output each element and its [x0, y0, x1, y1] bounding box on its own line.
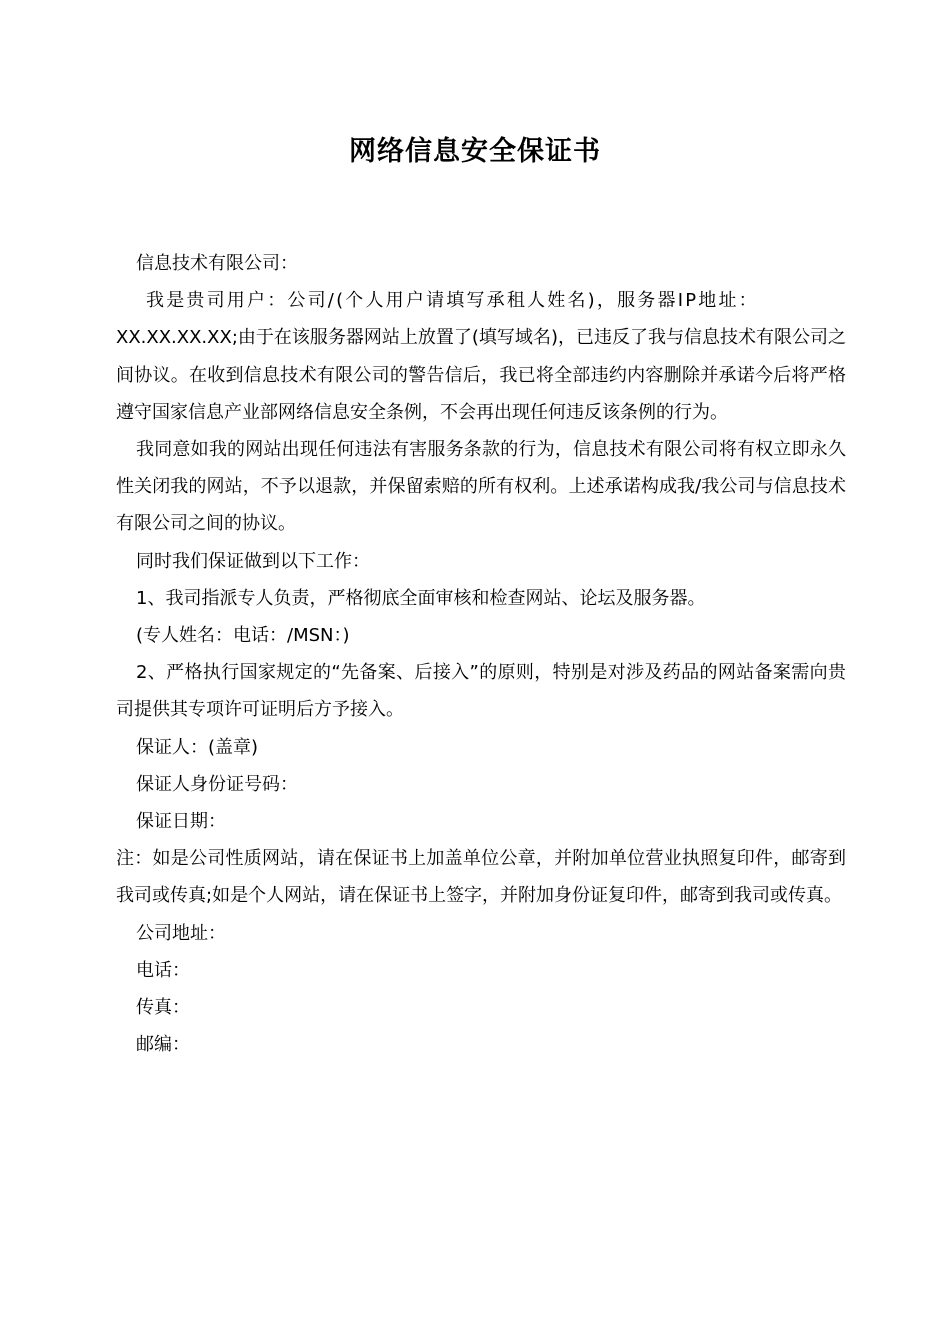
consent-paragraph: 我同意如我的网站出现任何违法有害服务条款的行为，信息技术有限公司将有权立即永久性关闭我的网站，不予以退款，并保留索赔的所有权利。上述承诺构成我/我公司与信息技术有限公司之间的协议。 — [116, 439, 846, 535]
note-paragraph: 注：如是公司性质网站，请在保证书上加盖单位公章，并附加单位营业执照复印件，邮寄到我司或传真;如是个人网站，请在保证书上签字，并附加身份证复印件，邮寄到我司或传真。 — [116, 848, 846, 907]
document-body — [116, 245, 846, 1063]
guarantor-line: 保证人：(盖章) — [136, 736, 259, 758]
guarantor-id-line: 保证人身份证号码： — [136, 773, 298, 795]
commitment-intro: 同时我们保证做到以下工作： — [136, 550, 370, 572]
contact-person-line: (专人姓名：电话：/MSN：) — [136, 625, 350, 647]
user-statement-line: 我是贵司用户：公司/(个人用户请填写承租人姓名)，服务器IP地址： — [146, 290, 759, 312]
addressee-line: 信息技术有限公司： — [136, 253, 298, 274]
document-title: 网络信息安全保证书 — [349, 136, 601, 167]
company-address-line: 公司地址： — [136, 922, 226, 944]
postcode-line: 邮编： — [136, 1034, 190, 1056]
commitment-item-2: 2、严格执行国家规定的“先备案、后接入”的原则，特别是对涉及药品的网站备案需向贵司提供其专项许可证明后方予接入。 — [116, 662, 846, 721]
commitment-item-1: 1、我司指派专人负责，严格彻底全面审核和检查网站、论坛及服务器。 — [136, 587, 706, 609]
violation-paragraph: XX.XX.XX.XX;由于在该服务器网站上放置了(填写域名)，已违反了我与信息技术有限公司之间协议。在收到信息技术有限公司的警告信后，我已将全部违约内容删除并承诺今后将严格遵守国家信息产业部网络信息安全条例，不会再出现任何违反该条例的行为。 — [116, 327, 846, 423]
fax-line: 传真： — [136, 997, 190, 1019]
phone-line: 电话： — [136, 959, 190, 981]
guarantee-date-line: 保证日期： — [136, 811, 226, 833]
